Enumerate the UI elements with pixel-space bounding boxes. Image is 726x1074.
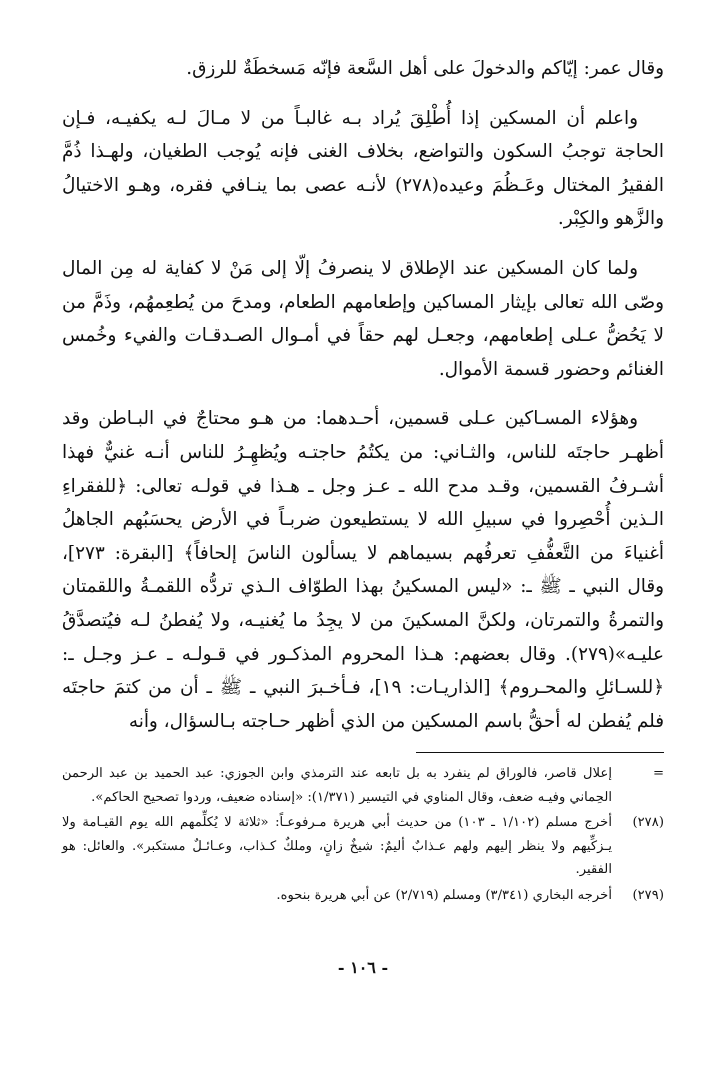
footnote-text: أخرج مسلم (١/١٠٢ ـ ١٠٣) من حديث أبي هريرة مـرفوعـاً: «ثلاثة لا يُكلِّمهم الله يوم القيـامة ولا يـزكِّيهم ولا ينظر إليهم ولهم عـذابٌ أليمٌ: شيخٌ زانٍ، وملكٌ كـذاب، وعـائـلٌ مستكبر». والعائل: هو الفقير. (62, 815, 612, 877)
footnote-number: (٢٧٨) (632, 815, 664, 830)
paragraph-miskin-definition: واعلم أن المسكين إذا أُطْلِقَ يُراد بـه غالبـاً من لا مـالَ لـه يكفيـه، فـإن الحاجة توجبُ السكون والتواضع، بخلاف الغنى فإنه يُوجب الطغيان، ولهـذا ذُمَّ الفقيرُ المختال وعَـظُمَ وعيده(٢٧٨) لأنـه عصى بما ينـافي فقره، وهـو الاختيالُ والزَّهو والكِبْر. (62, 107, 664, 230)
footnote-item (62, 762, 664, 809)
footnote-separator (416, 752, 664, 753)
footnotes (62, 762, 664, 909)
footnote-item (62, 884, 664, 908)
footnote-number: (٢٧٩) (632, 887, 664, 903)
footnote-item (62, 811, 664, 882)
footnote-number: = (652, 766, 664, 781)
footnote-text: إعلال قاصر، فالوراق لم ينفرد به بل تابعه عند الترمذي وابن الجوزي: عبد الحميد بن عبد الرحمن الحِماني وفيـه ضعف، وقال المناوي في التيسير (١/٣٧١): «إسناده ضعيف، وردوا تصحيح الحاكم». (62, 766, 612, 805)
footnote-text: أخرجه البخاري (٣/٣٤١) ومسلم (٢/٧١٩) عن أبي هريرة بنحوه. (276, 887, 612, 903)
paragraph-umar-quote: وقال عمر: إيّاكم والدخولَ على أهل السَّعة فإنّه مَسخطَةٌ للرزق. (186, 58, 664, 79)
paragraph-two-types: وهؤلاء المسـاكين عـلى قسمين، أحـدهما: من هـو محتاجٌ في البـاطن وقد أظهـر حاجتَه للناس، والثـاني: من يكتُمُ حاجتـه ويُظهِـرُ للناس أنـه غنيٌّ فهذا أشـرفُ القسمين، وقـد مدح الله ـ عـز وجل ـ هـذا في قولـه تعالى: ﴿للفقراءِ الـذين أُحْصِروا في سبيلِ الله لا يستطيعون ضربـاً في الأرض يحسَبُهم الجاهلُ أغنياءَ من التَّعفُّفِ تعرفُهم بسيماهم لا يسألون الناسَ إلحافاً﴾ [البقرة: ٢٧٣]، وقال النبي ـ ﷺ ـ: «ليس المسكينُ بهذا الطوّاف الـذي تردُّه اللقمـةُ واللقمتان والتمرةُ والتمرتان، ولكنَّ المسكينَ من لا يجِدُ ما يُغنيـه، ولا يُفطنُ لـه فيُتصدَّقُ عليـه»(٢٧٩). وقال بعضهم: هـذا المحروم المذكـور في قـولـه ـ عـز وجـل ـ: ﴿للسـائلِ والمحـروم﴾ [الذاريـات: ١٩]، فـأخـبرَ النبي ـ ﷺ ـ أن من كتمَ حاجتَه فلم يُفطن له أحقُّ باسم المسكين من الذي أظهر حـاجته بـالسؤال، وأنه (62, 408, 664, 732)
page-number: - ١٠٦ - (337, 958, 389, 977)
main-text (62, 52, 664, 754)
paragraph-miskin-rights: ولما كان المسكين عند الإطلاق لا ينصرفُ إلّا إلى مَنْ لا كفاية له مِن المال وصّى الله تعالى بإيثار المساكين وإطعامهم الطعام، ومدحَ من يُطعِمهُم، وذَمَّ من لا يَحُضُّ عـلى إطعامهم، وجعـل لهم حقاً في أمـوال الصـدقـات والفيء وخُمس الغنائم وحضور قسمة الأموال. (62, 257, 664, 380)
